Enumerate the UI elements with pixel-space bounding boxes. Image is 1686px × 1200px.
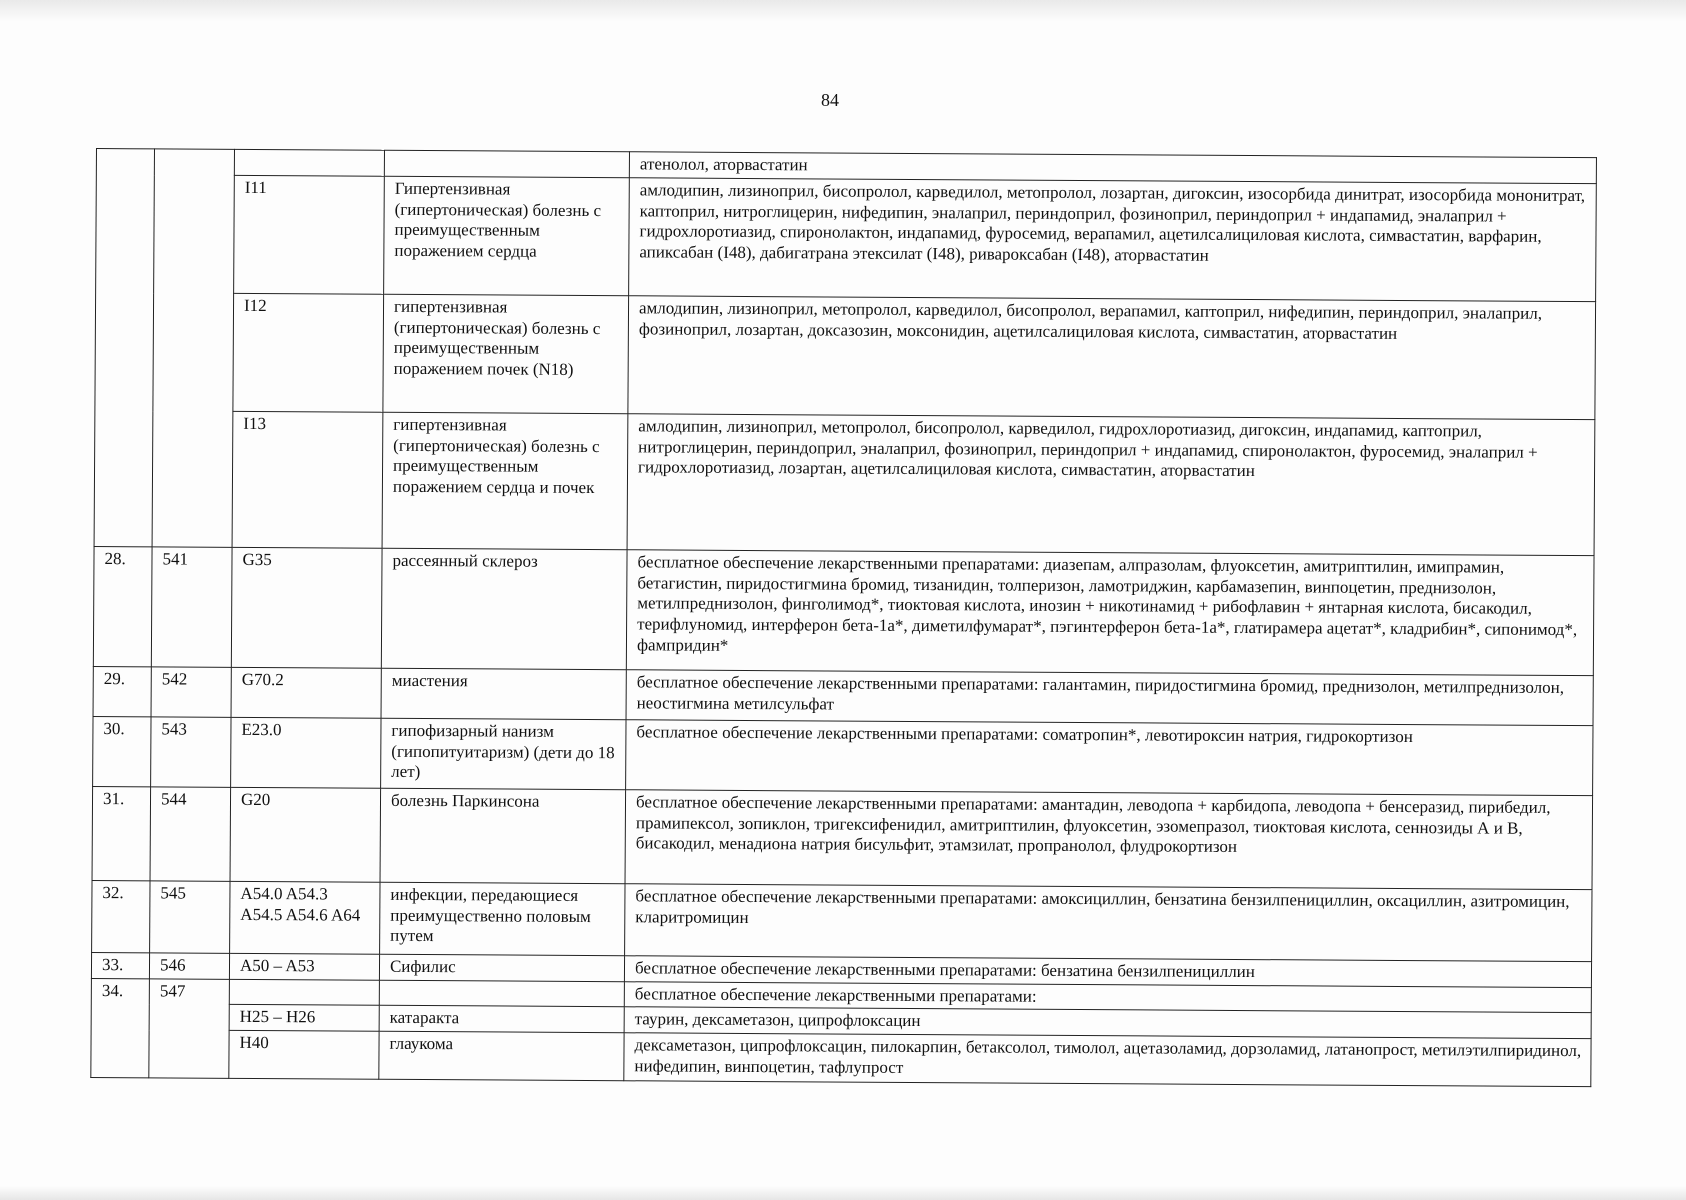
cell-num xyxy=(94,149,154,547)
cell-disease: болезнь Паркинсона xyxy=(380,788,626,883)
cell-code: I12 xyxy=(233,293,384,412)
cell-num: 34. xyxy=(91,978,150,1078)
cell-num: 30. xyxy=(93,716,151,786)
table-row xyxy=(96,175,1597,302)
cell-disease xyxy=(379,980,624,1007)
cell-drugs: амлодипин, лизиноприл, метопролол, бисопролол, карведилол, гидрохлоротиазид, дигоксин, индапамид, каптоприл, нитроглицерин, периндоприл, эналаприл, фозиноприл, периндоприл + индапамид, спиронолактон, фуросемид, эналаприл + гидрохлоротиазид, лозартан, ацетилсалициловая кислота, симвастатин, аторвастатин xyxy=(627,414,1595,556)
cell-id: 544 xyxy=(150,787,231,881)
cell-code: G20 xyxy=(230,787,381,882)
cell-drugs: таурин, дексаметазон, ципрофлоксацин xyxy=(624,1007,1591,1039)
cell-drugs: бесплатное обеспечение лекарственными препаратами: бензатина бензилпенициллин xyxy=(624,956,1591,988)
cell-disease: инфекции, передающиеся преимущественно половым путем xyxy=(380,882,625,955)
cell-code: H40 xyxy=(229,1031,379,1080)
cell-num: 29. xyxy=(93,666,151,716)
cell-id xyxy=(152,149,234,547)
table-row xyxy=(93,666,1593,725)
cell-id: 547 xyxy=(149,979,230,1079)
page-number: 84 xyxy=(821,90,839,110)
cell-disease: рассеянный склероз xyxy=(381,548,627,669)
scan-edge-top xyxy=(0,0,1686,22)
cell-code: A50 – A53 xyxy=(229,953,379,980)
table-row xyxy=(93,546,1594,675)
table-row xyxy=(92,880,1592,961)
table-row xyxy=(94,410,1595,555)
medication-table xyxy=(90,148,1597,1087)
cell-drugs: амлодипин, лизиноприл, метопролол, карведилол, бисопролол, верапамил, каптоприл, нифедипин, периндоприл, эналаприл, фозиноприл, лозартан, доксазозин, моксонидин, ацетилсалициловая кислота, симвастатин, аторвастатин xyxy=(628,296,1596,420)
cell-id: 541 xyxy=(151,547,232,667)
cell-id: 542 xyxy=(151,667,231,717)
cell-disease: гипофизарный нанизм (гипопитуитаризм) (дети до 18 лет) xyxy=(381,718,626,789)
cell-drugs: атенолол, аторвастатин xyxy=(629,152,1596,184)
cell-disease xyxy=(384,150,629,177)
scan-edge-bottom xyxy=(0,1186,1686,1200)
cell-disease: Гипертензивная (гипертоническая) болезнь с преимущественным поражением сердца xyxy=(384,176,630,295)
cell-drugs: бесплатное обеспечение лекарственными препаратами: xyxy=(624,981,1591,1013)
cell-drugs: бесплатное обеспечение лекарственными препаратами: диазепам, алпразолам, флуоксетин, амитриптилин, имипрамин, бетагистин, пиридостигмина бромид, тизанидин, толперизон, ламотриджин, карбамазепин, винпоцетин, преднизолон, метилпреднизолон, финголимод*, тиоктовая кислота, инозин + никотинамид + рибофлавин + янтарная кислота, бисакодил, терифлуномид, интерферон бета-1а*, диметилфумарат*, пэгинтерферон бета-1а*, глатирамера ацетат*, кладрибин*, сипонимод*, фампридин* xyxy=(626,550,1594,676)
cell-disease: глаукома xyxy=(379,1031,624,1080)
cell-code: E23.0 xyxy=(231,717,381,788)
cell-drugs: амлодипин, лизиноприл, бисопролол, карведилол, метопролол, лозартан, дигоксин, изосорбида динитрат, изосорбида мононитрат, каптоприл, нитроглицерин, нифедипин, эналаприл, периндоприл, фозиноприл, периндоприл + индапамид, эналаприл + гидрохлоротиазид, спиронолактон, индапамид, фуросемид, верапамил, ацетилсалициловая кислота, симвастатин, варфарин, апиксабан (I48), дабигатрана этексилат (I48), ривароксабан (I48), аторвастатин xyxy=(629,178,1597,302)
cell-code: A54.0 A54.3 A54.5 A54.6 A64 xyxy=(230,881,380,954)
cell-drugs: бесплатное обеспечение лекарственными препаратами: соматропин*, левотироксин натрия, гидрокортизон xyxy=(626,720,1593,796)
cell-disease: гипертензивная (гипертоническая) болезнь с преимущественным поражением сердца и почек xyxy=(382,412,628,549)
cell-num: 28. xyxy=(93,546,152,666)
cell-drugs: дексаметазон, ципрофлоксацин, пилокарпин, бетаксолол, тимолол, ацетазоламид, дорзоламид, латанопрост, метилэтилпиридинол, нифедипин, винпоцетин, тафлупрост xyxy=(624,1033,1591,1087)
cell-disease: гипертензивная (гипертоническая) болезнь с преимущественным поражением почек (N18) xyxy=(383,294,629,413)
cell-code: I13 xyxy=(232,411,383,548)
cell-code xyxy=(229,979,379,1006)
cell-disease: катаракта xyxy=(379,1006,624,1033)
table-row xyxy=(92,786,1593,889)
cell-id: 543 xyxy=(151,717,231,787)
cell-drugs: бесплатное обеспечение лекарственными препаратами: галантамин, пиридостигмина бромид, преднизолон, метилпреднизолон, неостигмина метилсульфат xyxy=(626,670,1593,726)
cell-code: G70.2 xyxy=(231,667,381,718)
table-row xyxy=(93,716,1593,795)
cell-disease: Сифилис xyxy=(379,954,624,981)
cell-num: 32. xyxy=(92,880,150,952)
cell-num: 31. xyxy=(92,786,151,880)
cell-code: G35 xyxy=(231,547,382,668)
cell-num: 33. xyxy=(91,952,149,978)
cell-drugs: бесплатное обеспечение лекарственными препаратами: амоксициллин, бензатина бензилпенициллин, оксациллин, азитромицин, кларитромицин xyxy=(625,884,1592,962)
cell-code: I11 xyxy=(234,175,385,294)
cell-id: 546 xyxy=(149,953,229,979)
cell-id: 545 xyxy=(150,881,230,953)
cell-drugs: бесплатное обеспечение лекарственными препаратами: амантадин, леводопа + карбидопа, леводопа + бенсеразид, пирибедил, прамипексол, зопиклон, тригексифенидил, амитриптилин, флуоксетин, эзомепразол, тиоктовая кислота, сеннозиды А и В, бисакодил, менадиона натрия бисульфит, этамзилат, пропранолол, флудрокортизон xyxy=(625,790,1593,890)
table-row xyxy=(91,1030,1591,1087)
cell-code xyxy=(234,149,384,176)
cell-disease: миастения xyxy=(381,668,626,719)
table-row xyxy=(95,293,1596,420)
cell-code: H25 – H26 xyxy=(229,1005,379,1032)
